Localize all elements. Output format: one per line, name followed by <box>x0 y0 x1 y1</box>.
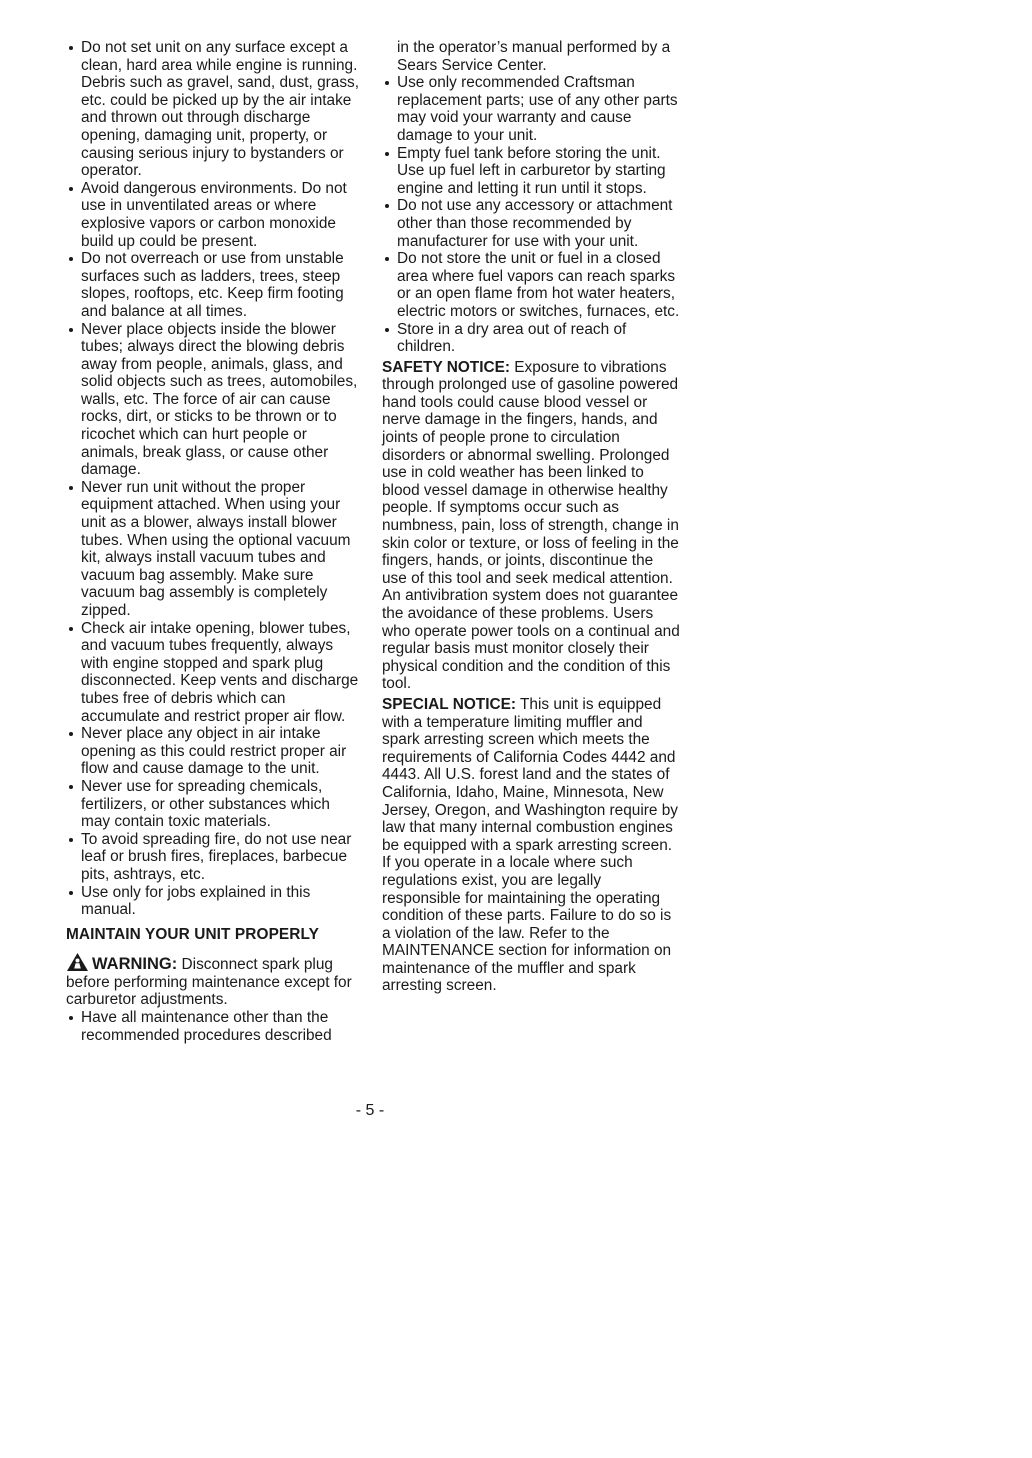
left-column <box>66 39 362 1044</box>
list-item: Empty fuel tank before storing the unit. Use up fuel left in carburetor by starting engine and letting it run until it stops. <box>382 145 680 198</box>
list-item: Do not set unit on any surface except a clean, hard area while engine is running. Debris such as gravel, sand, dust, grass, etc. could be picked up by the air intake and thrown out through discharge opening, damaging unit, property, or causing serious injury to bystanders or operator. <box>66 39 362 180</box>
list-item: Do not store the unit or fuel in a closed area where fuel vapors can reach sparks or an open flame from hot water heaters, electric motors or switches, furnaces, etc. <box>382 250 680 320</box>
page-number: - 5 - <box>355 1102 385 1119</box>
list-item: Use only for jobs explained in this manual. <box>66 884 362 919</box>
maintenance-bullet-list-continued <box>382 74 680 356</box>
list-item: Store in a dry area out of reach of children. <box>382 321 680 356</box>
warning-triangle-icon <box>66 952 89 972</box>
list-item: To avoid spreading fire, do not use near leaf or brush fires, fireplaces, barbecue pits, ashtrays, etc. <box>66 831 362 884</box>
right-column <box>382 39 680 995</box>
list-item: Use only recommended Craftsman replacement parts; use of any other parts may void your warranty and cause damage to your unit. <box>382 74 680 144</box>
special-notice-text: This unit is equipped with a temperature limiting muffler and spark arresting screen which meets the requirements of California Codes 4442 and 4443. All U.S. forest land and the states of California, Idaho, Maine, Minnesota, New Jersey, Oregon, and Washington require by law that many internal combustion engines be equipped with a spark arresting screen. If you operate in a locale where such regulations exist, you are legally responsible for maintaining the operating condition of these parts. Failure to do so is a violation of the law. Refer to the MAINTENANCE section for information on maintenance of the muffler and spark arresting screen. <box>382 695 678 995</box>
special-notice-label: SPECIAL NOTICE: <box>382 695 516 713</box>
list-item: Do not use any accessory or attachment other than those recommended by manufacturer for use with your unit. <box>382 197 680 250</box>
safety-notice-text: Exposure to vibrations through prolonged use of gasoline powered hand tools could cause blood vessel or nerve damage in the fingers, hands, and joints of people prone to circulation disorders or abnormal swelling. Prolonged use in cold weather has been linked to blood vessel damage in otherwise healthy people. If symptoms occur such as numbness, pain, loss of strength, change in skin color or texture, or loss of feeling in the fingers, hands, or joints, discontinue the use of this tool and seek medical attention. An antivibration system does not guarantee the avoidance of these problems. Users who operate power tools on a continual and regular basis must monitor closely their physical condition and the condition of this tool. <box>382 358 680 693</box>
list-item: Never place objects inside the blower tubes; always direct the blowing debris away from people, animals, glass, and solid objects such as trees, automobiles, walls, etc. The force of air can cause rocks, dirt, or sticks to be thrown or to ricochet which can hurt people or animals, break glass, or cause other damage. <box>66 321 362 479</box>
maintenance-bullet-list <box>66 1009 362 1044</box>
list-item-continuation: in the operator’s manual performed by a Sears Service Center. <box>397 39 671 74</box>
safety-notice <box>382 359 680 693</box>
list-item: Do not overreach or use from unstable surfaces such as ladders, trees, steep slopes, rooftops, etc. Keep firm footing and balance at all times. <box>66 250 362 320</box>
list-item: Have all maintenance other than the recommended procedures described <box>66 1009 362 1044</box>
list-item: Never place any object in air intake opening as this could restrict proper air flow and cause damage to the unit. <box>66 725 362 778</box>
special-notice <box>382 696 680 995</box>
warning-text: Disconnect spark plug before performing maintenance except for carburetor adjustments. <box>66 956 352 1009</box>
warning-block <box>66 952 362 1009</box>
list-item: Never use for spreading chemicals, fertilizers, or other substances which may contain toxic materials. <box>66 778 362 831</box>
list-item: Check air intake opening, blower tubes, and vacuum tubes frequently, always with engine stopped and spark plug disconnected. Keep vents and discharge tubes free of debris which can accumulate and restrict proper air flow. <box>66 620 362 726</box>
warning-label: WARNING: <box>92 955 178 974</box>
list-item: Avoid dangerous environments. Do not use in unventilated areas or where explosive vapors or carbon monoxide build up could be present. <box>66 180 362 250</box>
list-item: Never run unit without the proper equipment attached. When using your unit as a blower, always install blower tubes. When using the optional vacuum kit, always install vacuum tubes and vacuum bag assembly. Make sure vacuum bag assembly is completely zipped. <box>66 479 362 620</box>
maintain-heading: MAINTAIN YOUR UNIT PROPERLY <box>66 925 319 943</box>
safety-notice-label: SAFETY NOTICE: <box>382 358 510 376</box>
safety-bullet-list <box>66 39 362 919</box>
